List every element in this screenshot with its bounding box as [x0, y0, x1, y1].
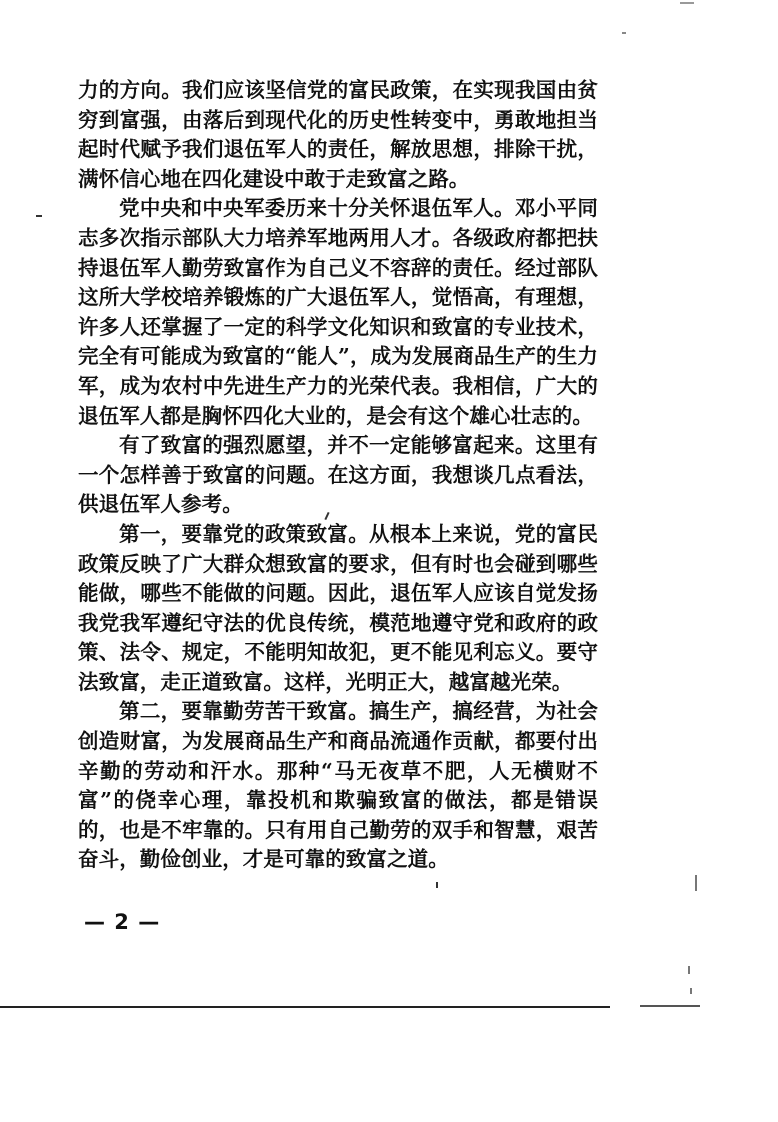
bottom-rule-line — [0, 1006, 610, 1008]
body-text — [78, 76, 598, 875]
paragraph-5: 第二，要靠勤劳苦干致富。搞生产，搞经营，为社会创造财富，为发展商品生产和商品流通作贡献，都要付出辛勤的劳动和汗水。那种“马无夜草不肥，人无横财不富”的侥幸心理，靠投机和欺骗致富的做法，都是错误的，也是不牢靠的。只有用自己勤劳的双手和智慧，艰苦奋斗，勤俭创业，才是可靠的致富之道。 — [78, 699, 598, 872]
paragraph-3: 有了致富的强烈愿望，并不一定能够富起来。这里有一个怎样善于致富的问题。在这方面，我想谈几点看法，供退伍军人参考。 — [78, 433, 598, 517]
scan-speck — [436, 882, 438, 888]
scan-speck — [622, 32, 626, 34]
paragraph-4: 第一，要靠党的政策致富。从根本上来说，党的富民政策反映了广大群众想致富的要求，但有时也会碰到哪些能做，哪些不能做的问题。因此，退伍军人应该自觉发扬我党我军遵纪守法的优良传统，模范地遵守党和政府的政策、法令、规定，不能明知故犯，更不能见利忘义。要守法致富，走正道致富。这样，光明正大，越富越光荣。 — [78, 521, 598, 694]
page-number: — 2 — — [84, 910, 161, 934]
scan-speck — [36, 215, 42, 217]
scan-speck — [690, 988, 692, 994]
scan-speck — [680, 2, 694, 4]
paragraph-2: 党中央和中央军委历来十分关怀退伍军人。邓小平同志多次指示部队大力培养军地两用人才。各级政府都把扶持退伍军人勤劳致富作为自己义不容辞的责任。经过部队这所大学校培养锻炼的广大退伍军人，觉悟高，有理想，许多人还掌握了一定的科学文化知识和致富的专业技术，完全有可能成为致富的“能人”，成为发展商品生产的生力军，成为农村中先进生产力的光荣代表。我相信，广大的退伍军人都是胸怀四化大业的，是会有这个雄心壮志的。 — [78, 196, 598, 428]
paragraph-1: 力的方向。我们应该坚信党的富民政策，在实现我国由贫穷到富强，由落后到现代化的历史性转变中，勇敢地担当起时代赋予我们退伍军人的责任，解放思想，排除干扰，满怀信心地在四化建设中敢于走致富之路。 — [78, 78, 598, 191]
bottom-rule-fragment — [640, 1005, 700, 1007]
scan-speck — [695, 875, 697, 891]
scan-speck — [688, 966, 690, 974]
